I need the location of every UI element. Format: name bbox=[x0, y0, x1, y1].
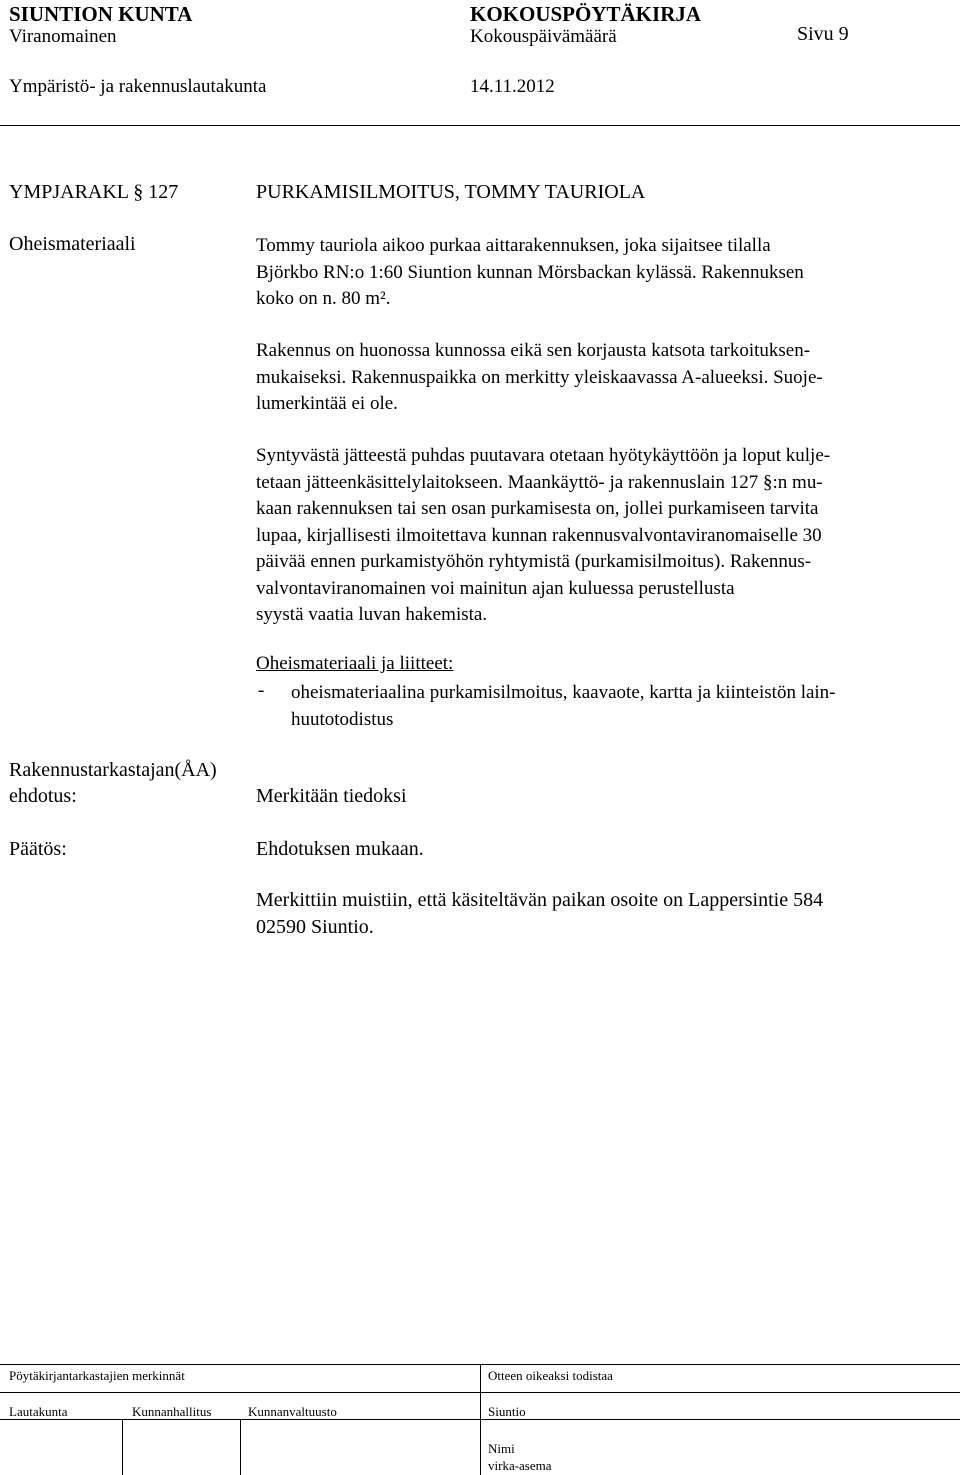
text-line: valvontaviranomainen voi mainitun ajan kuluessa perustellusta bbox=[256, 577, 735, 599]
text-line: lumerkintää ei ole. bbox=[256, 393, 398, 414]
proposal-label-line1: Rakennustarkastajan(ÅA) bbox=[9, 759, 217, 781]
text-line: huutotodistus bbox=[291, 708, 394, 730]
item-title: PURKAMISILMOITUS, TOMMY TAURIOLA bbox=[256, 181, 646, 203]
attachments-heading: Oheismateriaali ja liitteet: bbox=[256, 653, 454, 674]
text-line: lupaa, kirjallisesti ilmoitettava kunnan rakennusvalvontaviranomaiselle 30 bbox=[256, 524, 822, 546]
name-label: Nimi bbox=[488, 1441, 515, 1456]
text-line: päivää ennen purkamistyöhön ryhtymistä (purkamisilmoitus). Rakennus- bbox=[256, 551, 812, 572]
text-line: Björkbo RN:o 1:60 Siuntion kunnan Mörsbackan kylässä. Rakennuksen bbox=[256, 261, 804, 283]
footer-column-divider bbox=[480, 1364, 481, 1475]
header-divider bbox=[0, 125, 960, 126]
text-line: Tommy tauriola aikoo purkaa aittarakennuksen, joka sijaitsee tilalla bbox=[256, 235, 771, 256]
text-line: oheismateriaalina purkamisilmoitus, kaavaote, kartta ja kiinteistön lain- bbox=[291, 682, 836, 703]
text-line: kaan rakennuksen tai sen osan purkamisesta on, jollei purkamiseen tarvita bbox=[256, 498, 819, 519]
municipality-name: SIUNTION KUNTA bbox=[9, 2, 193, 26]
page-number: Sivu 9 bbox=[797, 23, 849, 45]
background-label: Oheismateriaali bbox=[9, 233, 136, 255]
meeting-date-label: Kokouspäivämäärä bbox=[470, 26, 617, 47]
decision-label: Päätös: bbox=[9, 838, 67, 860]
authority-label: Viranomainen bbox=[9, 26, 117, 47]
council-label: Kunnanvaltuusto bbox=[248, 1404, 337, 1419]
text-line: tetaan jätteenkäsittelylaitokseen. Maankäyttö- ja rakennuslain 127 §:n mu- bbox=[256, 471, 823, 493]
meeting-date: 14.11.2012 bbox=[470, 76, 555, 97]
decision-text: Ehdotuksen mukaan. bbox=[256, 838, 424, 860]
text-line: Rakennus on huonossa kunnossa eikä sen korjausta katsota tarkoituksen- bbox=[256, 340, 811, 361]
text-line: syystä vaatia luvan hakemista. bbox=[256, 604, 488, 625]
board-label: Lautakunta bbox=[9, 1404, 68, 1419]
inspectors-label: Pöytäkirjantarkastajien merkinnät bbox=[9, 1368, 185, 1383]
footer-column-divider bbox=[122, 1419, 123, 1475]
footer-column-divider bbox=[240, 1419, 241, 1475]
place-label: Siuntio bbox=[488, 1404, 526, 1419]
certified-label: Otteen oikeaksi todistaa bbox=[488, 1368, 613, 1383]
authority-name: Ympäristö- ja rakennuslautakunta bbox=[9, 76, 267, 97]
municipal-board-label: Kunnanhallitus bbox=[132, 1404, 212, 1419]
attachment-bullet: - bbox=[258, 680, 265, 701]
proposal-label-line2: ehdotus: bbox=[9, 785, 77, 807]
document-type: KOKOUSPÖYTÄKIRJA bbox=[470, 2, 702, 26]
background-paragraph-1 bbox=[256, 233, 946, 313]
background-paragraph-3 bbox=[256, 443, 946, 629]
text-line: mukaiseksi. Rakennuspaikka on merkitty yleiskaavassa A-alueeksi. Suoje- bbox=[256, 366, 823, 388]
item-code: YMPJARAKL § 127 bbox=[9, 181, 179, 203]
text-line: Merkittiin muistiin, että käsiteltävän paikan osoite on Lappersintie 584 bbox=[256, 889, 824, 911]
text-line: koko on n. 80 m². bbox=[256, 288, 391, 309]
attachment-item bbox=[291, 680, 951, 733]
background-paragraph-2 bbox=[256, 338, 946, 418]
proposal-text: Merkitään tiedoksi bbox=[256, 785, 407, 807]
position-label: virka-asema bbox=[488, 1458, 552, 1473]
text-line: Syntyvästä jätteestä puhdas puutavara otetaan hyötykäyttöön ja loput kulje- bbox=[256, 445, 831, 466]
decision-note bbox=[256, 887, 946, 941]
text-line: 02590 Siuntio. bbox=[256, 916, 374, 938]
